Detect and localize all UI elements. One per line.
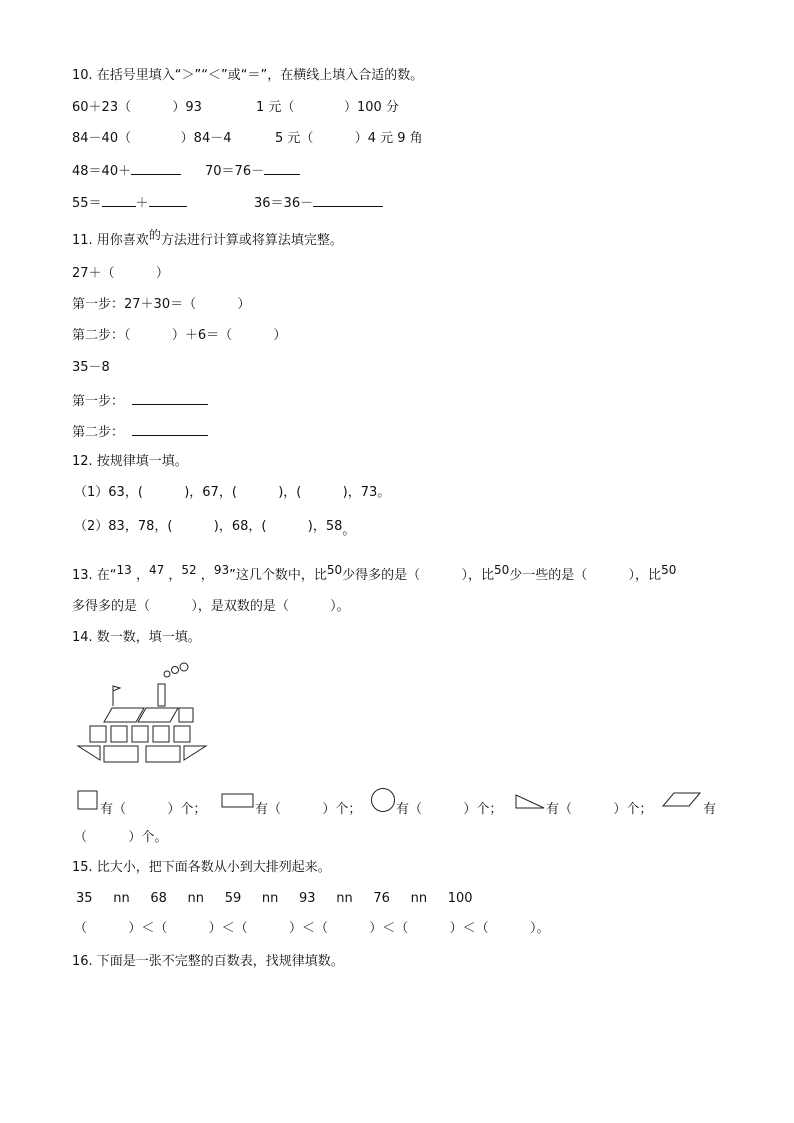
q14-title: 14. 数一数，填一填。 bbox=[72, 630, 201, 645]
q10-row3-left: 48＝40＋ bbox=[72, 161, 181, 181]
q16-title: 16. 下面是一张不完整的百数表，找规律填数。 bbox=[72, 954, 344, 969]
q12-line1: （1）63，( )，67，( )，( )，73。 bbox=[74, 485, 391, 500]
blank-line[interactable] bbox=[132, 422, 208, 436]
rectangle-shape bbox=[104, 746, 138, 762]
q15-title: 15. 比大小，把下面各数从小到大排列起来。 bbox=[72, 860, 331, 875]
q14-circle-count: 有（ ）个； bbox=[396, 802, 503, 817]
q11-title: 11. 用你喜欢的方法进行计算或将算法填完整。 bbox=[72, 228, 343, 248]
q14-parallelogram-count: （ ）个。 bbox=[74, 830, 168, 845]
square-shape bbox=[174, 726, 190, 742]
q10-row2-left: 84－40（ ）84－4 bbox=[72, 131, 232, 146]
q11-line5: 第一步： bbox=[72, 391, 208, 411]
circle-shape bbox=[180, 663, 188, 671]
square-shape bbox=[153, 726, 169, 742]
q10-row4-right: 36＝36－ bbox=[254, 193, 383, 213]
parallelogram-shape bbox=[138, 708, 178, 722]
square-shape bbox=[90, 726, 106, 742]
circle-shape bbox=[164, 671, 170, 677]
q11-line1: 27＋（ ） bbox=[72, 266, 169, 281]
blank-line[interactable] bbox=[313, 193, 383, 207]
chimney-rect bbox=[158, 684, 165, 706]
q15-numbers: 35 nn 68 nn 59 nn 93 nn 76 nn 100 bbox=[76, 891, 473, 906]
parallelogram-shape bbox=[104, 708, 144, 722]
q10-row1-left: 60＋23（ ）93 bbox=[72, 100, 202, 115]
q12-title: 12. 按规律填一填。 bbox=[72, 454, 188, 469]
blank-line[interactable] bbox=[149, 193, 187, 207]
blank-line[interactable] bbox=[132, 391, 208, 405]
square-icon bbox=[77, 790, 99, 810]
ship-figure bbox=[76, 660, 212, 766]
q11-line6: 第二步： bbox=[72, 422, 208, 442]
q10-row4-left: 55＝ ＋ bbox=[72, 193, 187, 213]
triangle-shape bbox=[78, 746, 100, 760]
flag-triangle bbox=[113, 686, 120, 691]
q13-line1: 13. 在“13 ，47 ，52 ，93”这几个数中，比50少得多的是（ ），比50少一些的是（ ），比50 bbox=[72, 563, 677, 583]
q15-order: （ ）＜（ ）＜（ ）＜（ ）＜（ ）＜（ ）。 bbox=[74, 921, 550, 936]
q11-line3: 第二步：（ ）＋6＝（ ） bbox=[72, 328, 287, 343]
q10-row1-right: 1 元（ ）100 分 bbox=[256, 100, 399, 115]
q13-line2: 多得多的是（ ），是双数的是（ ）。 bbox=[72, 599, 350, 614]
square-shape bbox=[111, 726, 127, 742]
parallelogram-icon bbox=[662, 792, 702, 808]
square-shape bbox=[179, 708, 193, 722]
triangle-shape bbox=[184, 746, 206, 760]
circle-icon bbox=[370, 787, 396, 813]
blank-line[interactable] bbox=[264, 161, 300, 175]
q11-line4: 35－8 bbox=[72, 360, 110, 375]
q14-square-count: 有（ ）个； bbox=[100, 802, 207, 817]
rectangle-icon bbox=[221, 793, 255, 809]
circle-shape bbox=[172, 667, 179, 674]
q14-rectangle-count: 有（ ）个； bbox=[255, 802, 362, 817]
q11-line2: 第一步：27＋30＝（ ） bbox=[72, 297, 251, 312]
square-shape bbox=[132, 726, 148, 742]
q14-triangle-count: 有（ ）个； bbox=[546, 802, 653, 817]
blank-line[interactable] bbox=[102, 193, 136, 207]
q14-parallelogram-label: 有 bbox=[703, 802, 717, 817]
rectangle-shape bbox=[146, 746, 180, 762]
q10-title: 10. 在括号里填入“＞”“＜”或“＝”，在横线上填入合适的数。 bbox=[72, 68, 424, 83]
q10-row3-right: 70＝76－ bbox=[205, 161, 300, 181]
triangle-icon bbox=[514, 794, 546, 810]
q12-line2: （2）83，78，( )，68，( )，58。 bbox=[74, 519, 356, 538]
q10-row2-right: 5 元（ ）4 元 9 角 bbox=[275, 131, 423, 146]
blank-line[interactable] bbox=[131, 161, 181, 175]
